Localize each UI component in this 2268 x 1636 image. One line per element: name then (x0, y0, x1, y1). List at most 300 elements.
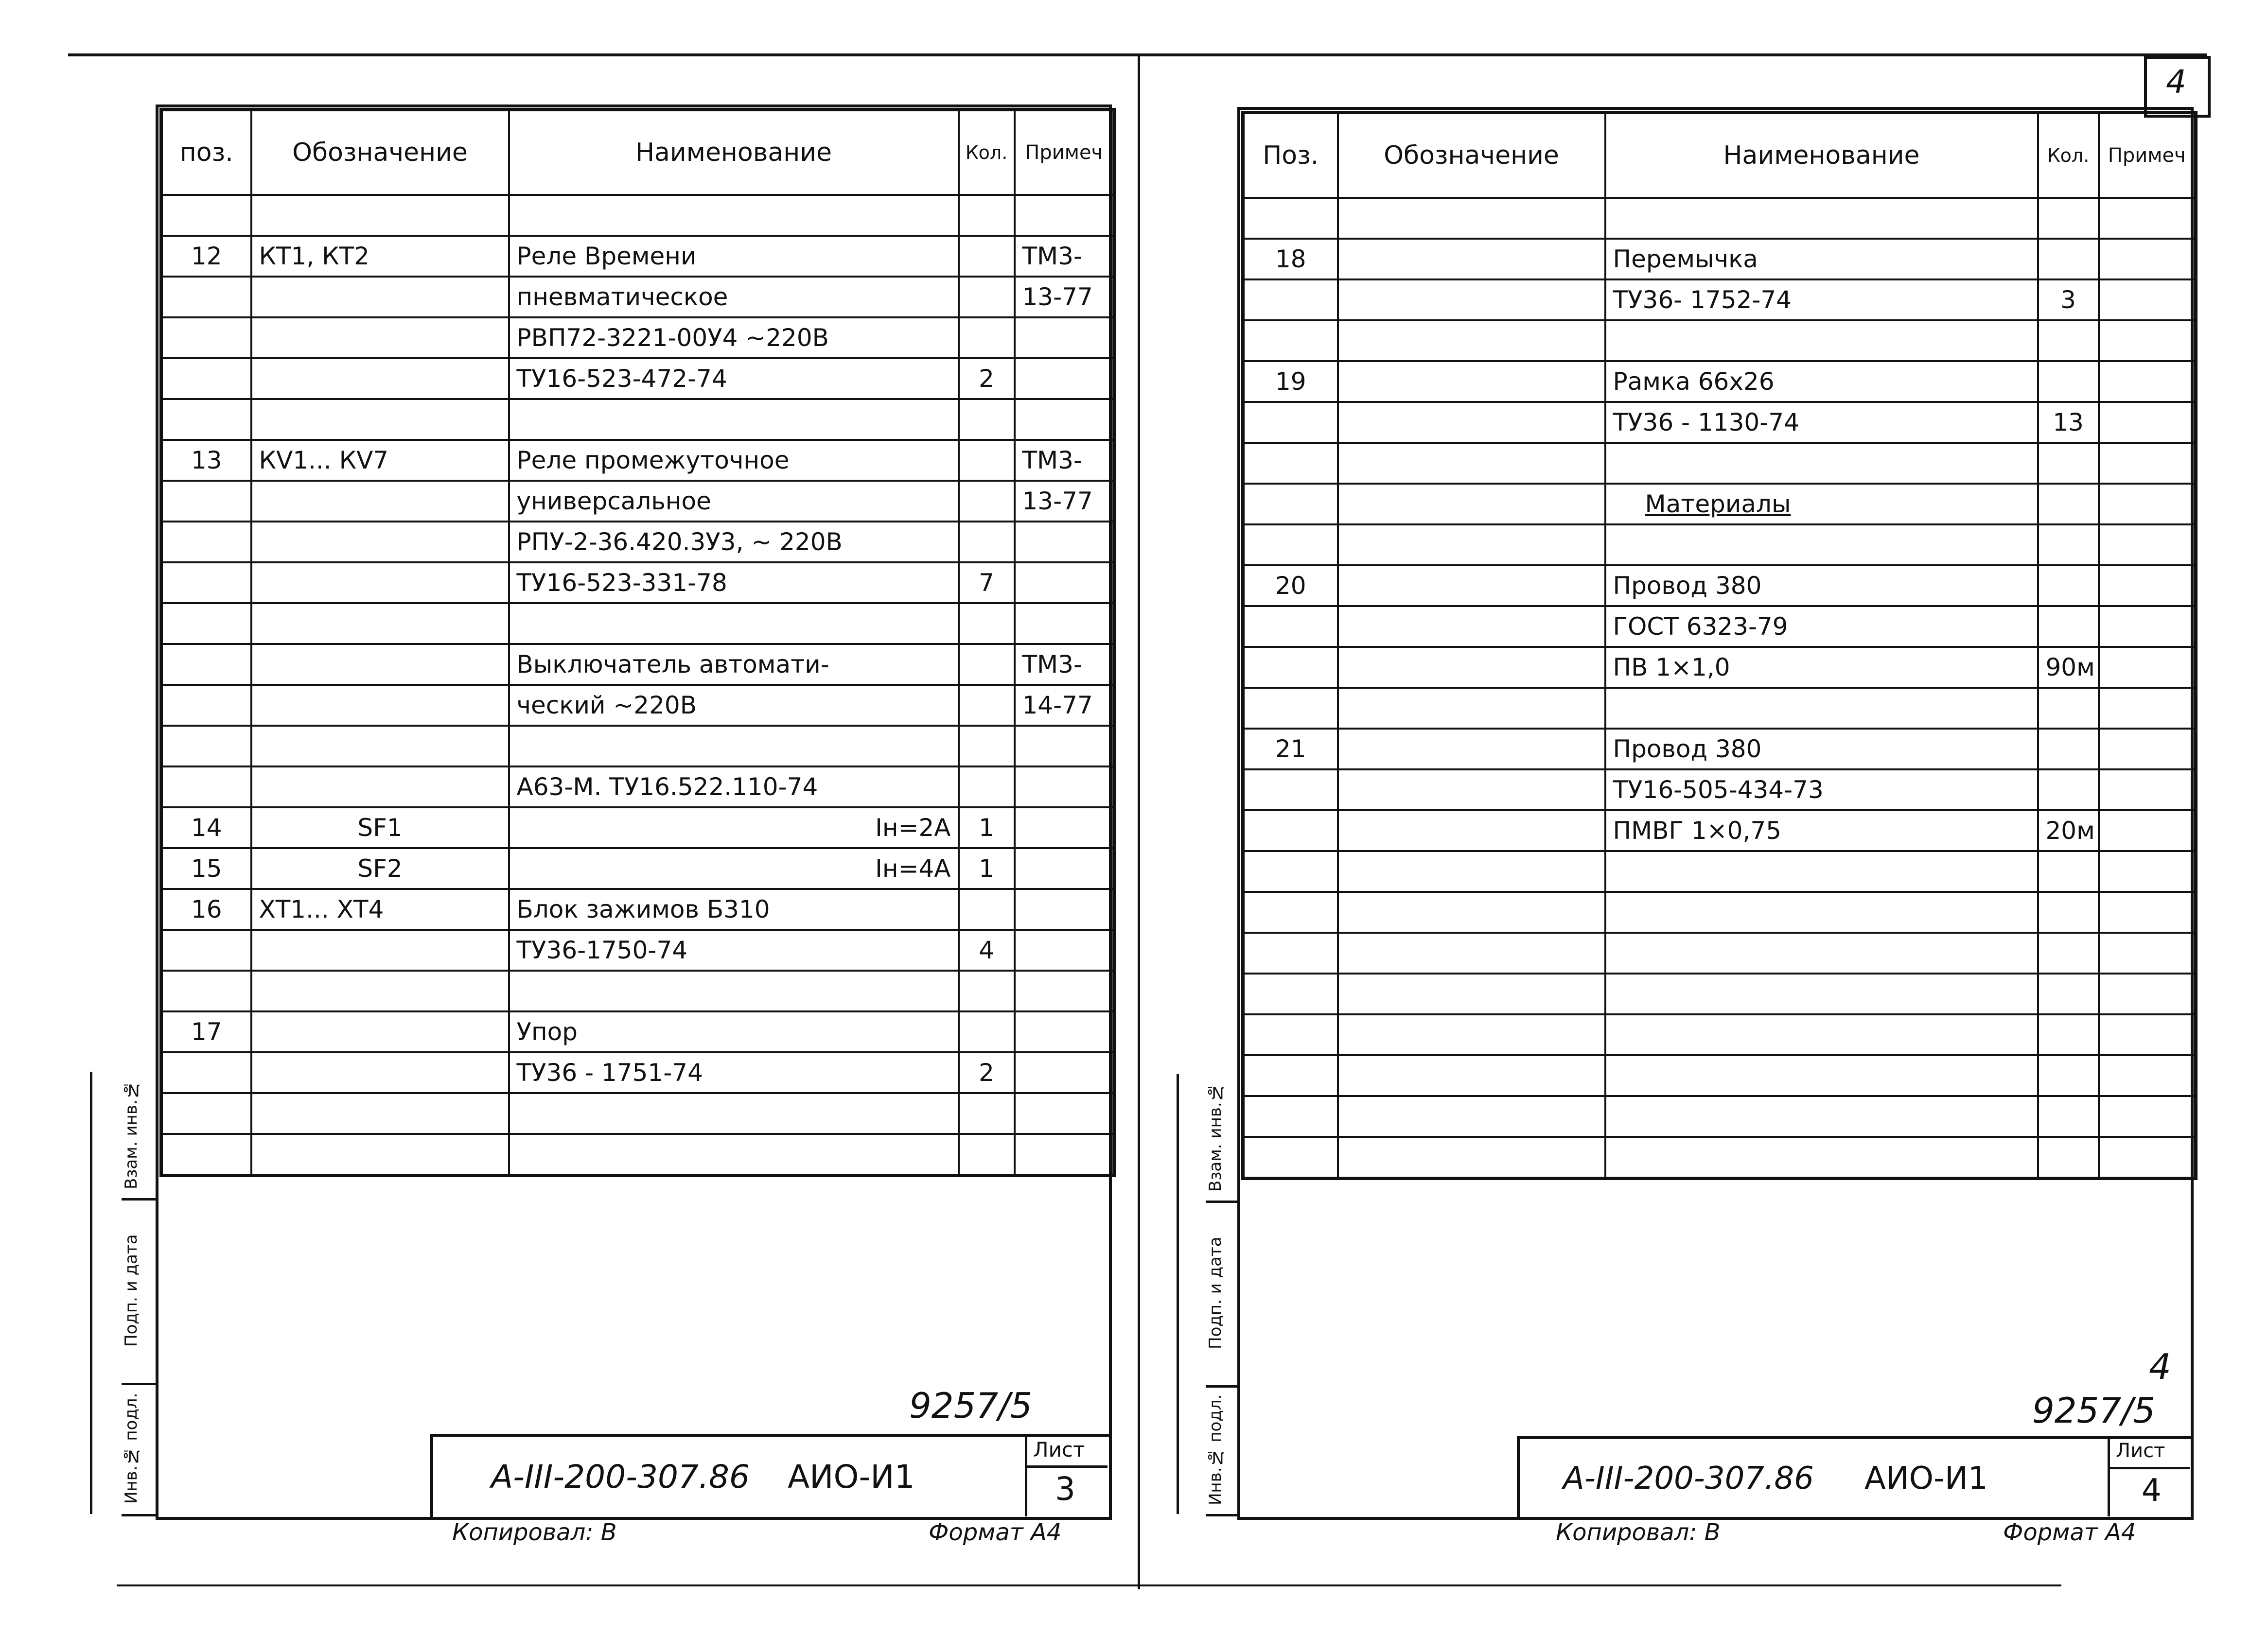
cell-designation (251, 766, 509, 807)
table-row (161, 603, 1114, 644)
table-row (1243, 320, 2196, 361)
cell-note (2099, 279, 2196, 320)
cell-note (1015, 562, 1114, 603)
right-sheet-cell-divider (2108, 1467, 2190, 1469)
cell-qty (959, 399, 1015, 440)
cell-designation (251, 399, 509, 440)
cell-pos (161, 1134, 251, 1176)
cell-name: ПВ 1×1,0 (1605, 647, 2038, 688)
cell-pos (161, 644, 251, 685)
cell-designation (251, 277, 509, 317)
cell-note: 13-77 (1015, 481, 1114, 522)
table-row (161, 1134, 1114, 1176)
left-album-number: 9257/5 (909, 1385, 1033, 1426)
cell-note (2099, 1096, 2196, 1137)
cell-note (1015, 1093, 1114, 1134)
cell-name: А63-М. ТУ16.522.110-74 (509, 766, 959, 807)
cell-note (2099, 647, 2196, 688)
table-row (161, 236, 1114, 277)
cell-qty (959, 481, 1015, 522)
table-row (1243, 239, 2196, 279)
cell-note (1015, 766, 1114, 807)
table-row (1243, 933, 2196, 974)
table-row (161, 848, 1114, 889)
cell-name: Iн=4А (509, 848, 959, 889)
table-row (161, 807, 1114, 848)
cell-designation (1338, 320, 1605, 361)
cell-name: РВП72-3221-00У4 ~220В (509, 317, 959, 358)
cell-name (509, 1093, 959, 1134)
cell-designation (1338, 402, 1605, 443)
cell-pos (161, 1093, 251, 1134)
cell-designation (251, 644, 509, 685)
left-sheet-cell-divider (1025, 1465, 1108, 1468)
table-row (161, 317, 1114, 358)
cell-pos (1243, 688, 1338, 729)
cell-name: ТУ16-505-434-73 (1605, 769, 2038, 810)
cell-name: ТУ36 - 1130-74 (1605, 402, 2038, 443)
cell-qty (959, 971, 1015, 1011)
stamp-inv-orig: Инв.№ подл. (1206, 1385, 1240, 1516)
table-row (1243, 565, 2196, 606)
cell-qty: 90м (2038, 647, 2099, 688)
cell-note: ТМ3- (1015, 644, 1114, 685)
cell-designation (251, 603, 509, 644)
cell-designation (1338, 769, 1605, 810)
cell-qty: 4 (959, 930, 1015, 971)
right-sheet-label: Лист (2116, 1440, 2165, 1462)
cell-note (2099, 810, 2196, 851)
cell-pos (1243, 443, 1338, 484)
cell-designation (251, 1011, 509, 1052)
left-header-row (161, 110, 1114, 195)
col-header-name: Наименование (509, 110, 959, 195)
table-row (1243, 729, 2196, 769)
cell-pos: 14 (161, 807, 251, 848)
table-row (1243, 402, 2196, 443)
cell-note: 14-77 (1015, 685, 1114, 726)
cell-designation (251, 685, 509, 726)
cell-qty (2038, 361, 2099, 402)
cell-pos (1243, 892, 1338, 933)
cell-name: Iн=2А (509, 807, 959, 848)
left-doc-suffix: АИО-И1 (788, 1458, 915, 1496)
cell-pos (161, 1052, 251, 1093)
table-row (161, 522, 1114, 562)
cell-designation: КТ1, КТ2 (251, 236, 509, 277)
cell-note (2099, 443, 2196, 484)
table-row (1243, 851, 2196, 892)
cell-name (509, 1134, 959, 1176)
cell-pos (1243, 279, 1338, 320)
table-row (161, 399, 1114, 440)
cell-note: 13-77 (1015, 277, 1114, 317)
cell-name (1605, 974, 2038, 1014)
cell-note (2099, 524, 2196, 565)
table-row (161, 1052, 1114, 1093)
table-row (1243, 443, 2196, 484)
cell-designation (251, 481, 509, 522)
cell-note (2099, 1014, 2196, 1055)
cell-note (2099, 320, 2196, 361)
cell-designation (251, 1093, 509, 1134)
cell-qty (2038, 524, 2099, 565)
cell-designation (251, 195, 509, 236)
right-album-number: 9257/5 (2032, 1390, 2156, 1431)
cell-pos: 19 (1243, 361, 1338, 402)
table-row (161, 1011, 1114, 1052)
cell-designation (251, 358, 509, 399)
cell-designation (251, 562, 509, 603)
table-row (161, 930, 1114, 971)
cell-name: Рамка 66х26 (1605, 361, 2038, 402)
table-row (1243, 361, 2196, 402)
cell-qty (2038, 1014, 2099, 1055)
cell-note (1015, 358, 1114, 399)
cell-qty (2038, 565, 2099, 606)
cell-qty (2038, 974, 2099, 1014)
cell-designation (1338, 198, 1605, 239)
cell-name: ТУ16-523-331-78 (509, 562, 959, 603)
cell-qty: 2 (959, 358, 1015, 399)
cell-designation: SF1 (251, 807, 509, 848)
right-doc-suffix: АИО-И1 (1864, 1461, 1988, 1497)
cell-pos (1243, 320, 1338, 361)
cell-name: Реле промежуточное (509, 440, 959, 481)
cell-qty (959, 1011, 1015, 1052)
cell-qty: 1 (959, 807, 1015, 848)
cell-qty (2038, 320, 2099, 361)
cell-note (2099, 974, 2196, 1014)
table-row (161, 195, 1114, 236)
cell-note (2099, 1055, 2196, 1096)
cell-note (2099, 851, 2196, 892)
cell-note (2099, 484, 2196, 524)
cell-pos (1243, 198, 1338, 239)
right-spec-table (1241, 111, 2198, 1180)
cell-pos (161, 277, 251, 317)
cell-name: ческий ~220В (509, 685, 959, 726)
cell-note (1015, 1134, 1114, 1176)
cell-name (1605, 320, 2038, 361)
table-row (1243, 974, 2196, 1014)
cell-qty (959, 195, 1015, 236)
left-spec-table (159, 108, 1116, 1177)
left-copied-by: Копировал: В (452, 1519, 617, 1546)
cell-pos (1243, 1014, 1338, 1055)
right-page-corner-number: 4 (2166, 63, 2186, 101)
cell-qty (959, 1134, 1015, 1176)
cell-name: ГОСТ 6323-79 (1605, 606, 2038, 647)
cell-designation (251, 930, 509, 971)
cell-name: Блок зажимов Б310 (509, 889, 959, 930)
cell-name (1605, 1096, 2038, 1137)
cell-qty: 20м (2038, 810, 2099, 851)
cell-qty (2038, 933, 2099, 974)
cell-pos (1243, 933, 1338, 974)
cell-designation (1338, 1096, 1605, 1137)
cell-designation (1338, 647, 1605, 688)
cell-qty (959, 726, 1015, 766)
cell-pos: 16 (161, 889, 251, 930)
right-header-row (1243, 113, 2196, 198)
cell-pos (161, 766, 251, 807)
cell-pos: 21 (1243, 729, 1338, 769)
cell-designation (1338, 729, 1605, 769)
cell-designation (1338, 524, 1605, 565)
left-title-divider (1025, 1434, 1027, 1516)
cell-name: Реле Времени (509, 236, 959, 277)
cell-pos (161, 358, 251, 399)
cell-pos (1243, 974, 1338, 1014)
cell-name: ПМВГ 1×0,75 (1605, 810, 2038, 851)
cell-name: Упор (509, 1011, 959, 1052)
cell-pos (161, 971, 251, 1011)
left-stamp-strip (90, 1072, 160, 1514)
col-header-qty: Кол. (2038, 113, 2099, 198)
cell-qty (2038, 606, 2099, 647)
cell-pos: 15 (161, 848, 251, 889)
cell-qty (959, 1093, 1015, 1134)
cell-name: ТУ36 - 1751-74 (509, 1052, 959, 1093)
cell-pos (161, 562, 251, 603)
table-row (161, 358, 1114, 399)
cell-qty: 7 (959, 562, 1015, 603)
table-row (1243, 1055, 2196, 1096)
cell-note: ТМ3- (1015, 440, 1114, 481)
cell-pos (1243, 1137, 1338, 1179)
cell-pos (161, 930, 251, 971)
cell-name: Материалы (1605, 484, 2038, 524)
cell-pos (1243, 524, 1338, 565)
cell-name (509, 971, 959, 1011)
cell-pos (1243, 810, 1338, 851)
col-header-name: Наименование (1605, 113, 2038, 198)
cell-note (2099, 1137, 2196, 1179)
cell-designation (251, 317, 509, 358)
cell-qty (959, 277, 1015, 317)
cell-qty (2038, 892, 2099, 933)
cell-qty: 1 (959, 848, 1015, 889)
cell-qty (2038, 851, 2099, 892)
cell-note (1015, 317, 1114, 358)
cell-designation (1338, 565, 1605, 606)
cell-note (2099, 769, 2196, 810)
cell-note (1015, 1011, 1114, 1052)
cell-pos (161, 603, 251, 644)
cell-pos: 13 (161, 440, 251, 481)
col-header-pos: поз. (161, 110, 251, 195)
table-row (161, 481, 1114, 522)
cell-pos (161, 195, 251, 236)
cell-pos (1243, 647, 1338, 688)
cell-note (2099, 198, 2196, 239)
cell-designation (1338, 606, 1605, 647)
table-row (1243, 769, 2196, 810)
cell-note (1015, 603, 1114, 644)
cell-note (2099, 933, 2196, 974)
table-row (161, 726, 1114, 766)
table-row (1243, 647, 2196, 688)
cell-note (1015, 1052, 1114, 1093)
cell-pos (1243, 484, 1338, 524)
cell-name (1605, 892, 2038, 933)
cell-name (509, 399, 959, 440)
table-row (1243, 1137, 2196, 1179)
cell-designation (1338, 279, 1605, 320)
cell-pos (161, 399, 251, 440)
right-format: Формат А4 (2003, 1519, 2136, 1546)
cell-designation (251, 1134, 509, 1176)
cell-note (1015, 971, 1114, 1011)
table-row (161, 971, 1114, 1011)
cell-designation (251, 522, 509, 562)
cell-note (1015, 195, 1114, 236)
right-title-divider (2108, 1436, 2110, 1516)
cell-note (2099, 565, 2196, 606)
cell-pos (1243, 1055, 1338, 1096)
cell-note (1015, 726, 1114, 766)
cell-designation (1338, 851, 1605, 892)
stamp-replacement-inv: Взам. инв.№ (122, 1072, 156, 1201)
cell-designation: SF2 (251, 848, 509, 889)
col-header-note: Примеч (2099, 113, 2196, 198)
table-row (1243, 198, 2196, 239)
cell-qty (959, 603, 1015, 644)
cell-qty: 3 (2038, 279, 2099, 320)
cell-pos: 18 (1243, 239, 1338, 279)
cell-qty (2038, 198, 2099, 239)
cell-name: ТУ16-523-472-74 (509, 358, 959, 399)
cell-name (1605, 198, 2038, 239)
table-row (1243, 1014, 2196, 1055)
cell-designation (1338, 1137, 1605, 1179)
cell-qty (2038, 688, 2099, 729)
stamp-replacement-inv: Взам. инв.№ (1206, 1074, 1240, 1203)
cell-designation (1338, 688, 1605, 729)
cell-designation (1338, 443, 1605, 484)
cell-qty (2038, 1055, 2099, 1096)
table-row (1243, 606, 2196, 647)
stamp-inv-orig: Инв.№ подл. (122, 1383, 156, 1516)
cell-note (2099, 688, 2196, 729)
table-row (161, 644, 1114, 685)
left-doc-code: А-III-200-307.86 (491, 1458, 750, 1496)
cell-qty (959, 236, 1015, 277)
cell-note (2099, 729, 2196, 769)
cell-name: ТУ36- 1752-74 (1605, 279, 2038, 320)
cell-name (1605, 688, 2038, 729)
cell-qty (959, 766, 1015, 807)
cell-qty: 13 (2038, 402, 2099, 443)
cell-note (1015, 889, 1114, 930)
cell-designation (1338, 361, 1605, 402)
cell-name (509, 603, 959, 644)
left-sheet-label: Лист (1033, 1438, 1085, 1462)
right-handwritten-number: 4 (2149, 1346, 2171, 1387)
table-row (1243, 279, 2196, 320)
right-doc-code: А-III-200-307.86 (1563, 1461, 1814, 1497)
bottom-rule (117, 1584, 2061, 1586)
cell-note (1015, 807, 1114, 848)
table-row (161, 766, 1114, 807)
cell-name (1605, 524, 2038, 565)
cell-designation (251, 726, 509, 766)
cell-qty (2038, 1096, 2099, 1137)
cell-pos (161, 522, 251, 562)
cell-qty (2038, 239, 2099, 279)
cell-name (1605, 1137, 2038, 1179)
table-row (161, 440, 1114, 481)
table-row (161, 277, 1114, 317)
cell-note (1015, 522, 1114, 562)
cell-pos (161, 685, 251, 726)
cell-name (509, 195, 959, 236)
table-row (161, 685, 1114, 726)
cell-designation (1338, 239, 1605, 279)
cell-pos (1243, 606, 1338, 647)
table-row (1243, 484, 2196, 524)
cell-name: Выключатель автомати- (509, 644, 959, 685)
col-header-designation: Обозначение (1338, 113, 1605, 198)
cell-designation (1338, 974, 1605, 1014)
cell-name: РПУ-2-36.420.3У3, ~ 220В (509, 522, 959, 562)
cell-qty (959, 440, 1015, 481)
left-sheet-number: 3 (1055, 1470, 1075, 1508)
cell-pos: 17 (161, 1011, 251, 1052)
cell-name: Провод 380 (1605, 729, 2038, 769)
cell-qty (2038, 1137, 2099, 1179)
table-row (1243, 1096, 2196, 1137)
table-row (161, 1093, 1114, 1134)
center-fold-line (1138, 53, 1140, 1589)
cell-pos (1243, 851, 1338, 892)
cell-pos (161, 726, 251, 766)
cell-note (1015, 399, 1114, 440)
right-sheet-number: 4 (2142, 1473, 2162, 1509)
cell-note: ТМ3- (1015, 236, 1114, 277)
stamp-sign-date: Подп. и дата (122, 1198, 156, 1385)
cell-designation (1338, 1014, 1605, 1055)
cell-pos (161, 481, 251, 522)
cell-qty: 2 (959, 1052, 1015, 1093)
cell-designation (1338, 892, 1605, 933)
table-row (161, 562, 1114, 603)
cell-name: Провод 380 (1605, 565, 2038, 606)
col-header-designation: Обозначение (251, 110, 509, 195)
cell-designation: КV1... КV7 (251, 440, 509, 481)
cell-pos: 20 (1243, 565, 1338, 606)
cell-pos (1243, 402, 1338, 443)
cell-pos (1243, 769, 1338, 810)
cell-name (1605, 933, 2038, 974)
col-header-pos: Поз. (1243, 113, 1338, 198)
cell-note (2099, 892, 2196, 933)
cell-qty (959, 889, 1015, 930)
cell-qty (2038, 443, 2099, 484)
cell-qty (2038, 769, 2099, 810)
cell-name: пневматическое (509, 277, 959, 317)
cell-designation (1338, 1055, 1605, 1096)
right-stamp-strip (1177, 1074, 1242, 1514)
cell-name: универсальное (509, 481, 959, 522)
cell-qty (959, 685, 1015, 726)
cell-note (2099, 361, 2196, 402)
cell-name (1605, 851, 2038, 892)
cell-note (1015, 848, 1114, 889)
col-header-note: Примеч (1015, 110, 1114, 195)
col-header-qty: Кол. (959, 110, 1015, 195)
